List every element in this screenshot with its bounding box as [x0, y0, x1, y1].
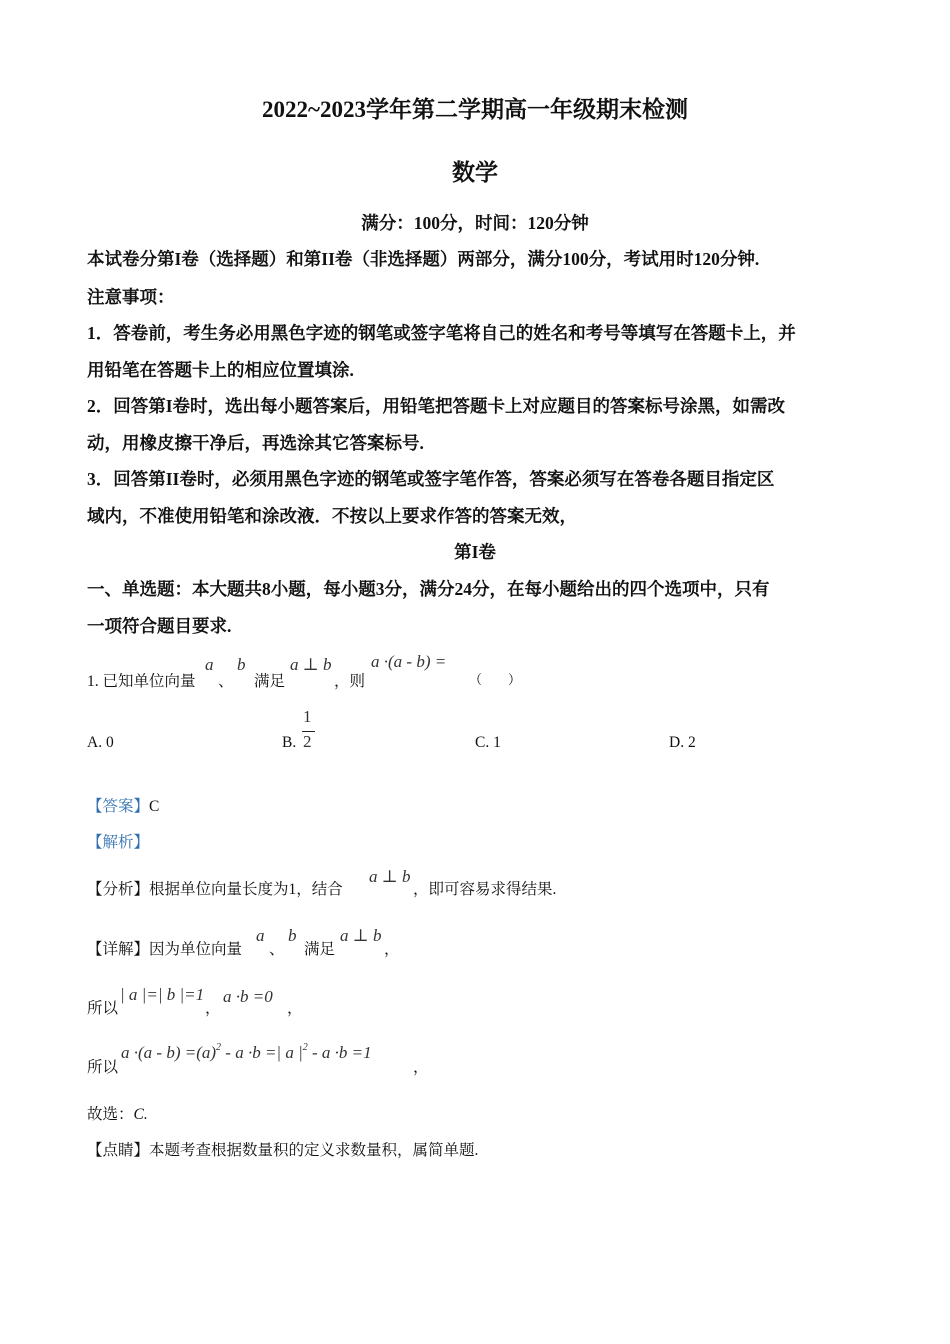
q1-prefix: 1. 已知单位向量 [87, 673, 196, 690]
q1-answer-paren: （ ） [469, 672, 522, 687]
guxuan-label: 故选： [87, 1106, 134, 1123]
xj-comma: ， [384, 941, 400, 958]
option-b-label: B. [282, 734, 297, 751]
q1-satisfy: 满足 [254, 673, 286, 690]
fenxi-text: 根据单位向量长度为1，结合 [149, 881, 343, 898]
eq3-exponent-2: 2 [302, 1042, 308, 1053]
eq3-part-b: - a ·b =| a | [221, 1043, 303, 1062]
eq3-exponent-1: 2 [216, 1042, 222, 1053]
answer-line [87, 794, 159, 816]
eq3-end: ， [413, 1059, 429, 1076]
q1-var-b: b [237, 655, 246, 674]
xiangjie-line [87, 937, 242, 959]
equation-dot-product: a ·b =0 [223, 987, 273, 1006]
guxuan-value: C. [133, 1106, 148, 1123]
note-1b: 用铅笔在答题卡上的相应位置填涂. [87, 360, 354, 380]
dianjing-tag: 【点睛】 [87, 1142, 150, 1159]
q1-expression: a ·(a - b) = [371, 652, 447, 671]
notes-heading: 注意事项： [87, 287, 175, 307]
q1-var-a: a [205, 655, 214, 674]
note-2a: 2．回答第I卷时，选出每小题答案后，用铅笔把答题卡上对应题目的答案标号涂黑，如需改 [87, 396, 786, 416]
xiangjie-tag: 【详解】 [87, 941, 150, 958]
xiangjie-text: 因为单位向量 [149, 941, 243, 958]
eq3-part-c: - a ·b =1 [307, 1043, 372, 1062]
exam-title: 2022~2023学年第二学期高一年级期末检测 [262, 97, 688, 122]
answer-tag: 【答案】 [87, 798, 150, 815]
note-3a: 3．回答第II卷时，必须用黑色字迹的钢笔或签字笔作答，答案必须写在答卷各题目指定区 [87, 469, 775, 489]
section-instruction-a: 一、单选题：本大题共8小题，每小题3分，满分24分，在每小题给出的四个选项中，只有 [87, 579, 770, 599]
analysis-tag: 【解析】 [87, 834, 150, 851]
option-a: A. 0 [87, 734, 114, 751]
section-instruction-b: 一项符合题目要求. [87, 616, 232, 636]
part1-heading: 第I卷 [454, 542, 496, 562]
intro-line: 本试卷分第I卷（选择题）和第II卷（非选择题）两部分，满分100分，考试用时120分钟. [87, 249, 760, 269]
note-3b: 域内，不准使用铅笔和涂改液．不按以上要求作答的答案无效， [87, 506, 577, 526]
xj-var-a: a [256, 926, 265, 945]
xj-satisfy: 满足 [304, 941, 336, 958]
fenxi-line [87, 877, 343, 899]
score-time: 满分：100分，时间：120分钟 [361, 213, 589, 233]
fraction-numerator: 1 [303, 707, 312, 726]
eq2-end: ， [287, 1000, 303, 1017]
dianjing-line [87, 1138, 478, 1160]
fenxi-condition: a ⊥ b [369, 867, 411, 886]
xj-var-b: b [288, 926, 297, 945]
q1-condition: a ⊥ b [290, 655, 332, 674]
equation-magnitudes: | a |=| b |=1 [120, 985, 205, 1004]
fenxi-tail: ，即可容易求得结果. [413, 881, 557, 898]
dianjing-text: 本题考查根据数量积的定义求数量积，属简单题. [149, 1142, 479, 1159]
option-c: C. 1 [475, 734, 501, 751]
xj-condition: a ⊥ b [340, 926, 382, 945]
note-1a: 1．答卷前，考生务必用黑色字迹的钢笔或签字笔将自己的姓名和考号等填写在答题卡上，并 [87, 323, 796, 343]
suoyi-1: 所以 [87, 1000, 119, 1017]
suoyi-2: 所以 [87, 1059, 119, 1076]
equation-expansion [121, 1043, 372, 1063]
option-d: D. 2 [669, 734, 696, 751]
subject-title: 数学 [452, 160, 498, 185]
eq1-sep: ， [205, 1000, 221, 1017]
eq3-part-a: a ·(a - b) =(a) [121, 1043, 217, 1062]
xj-sep: 、 [269, 941, 285, 958]
note-2b: 动，用橡皮擦干净后，再选涂其它答案标号. [87, 433, 424, 453]
fenxi-tag: 【分析】 [87, 881, 150, 898]
option-b-fraction [300, 707, 317, 755]
fraction-denominator: 2 [303, 732, 312, 751]
q1-sep: 、 [218, 673, 234, 690]
guxuan-line [87, 1102, 148, 1124]
answer-value: C [149, 798, 160, 815]
q1-then: ，则 [334, 673, 366, 690]
